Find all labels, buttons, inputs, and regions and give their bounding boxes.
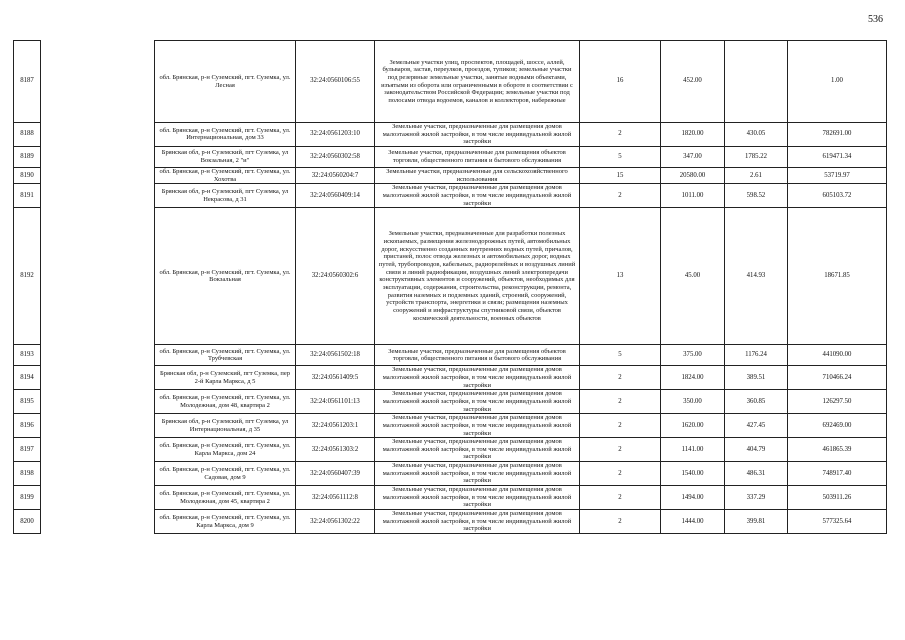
spacer xyxy=(41,438,155,462)
area-cell: 452.00 xyxy=(661,41,725,123)
land-use-cell: Земельные участки, предназначенные для размещения домов малоэтажной жилой застройки, в том числе индивидуальной жилой застройки xyxy=(375,462,580,486)
land-use-cell: Земельные участки, предназначенные для размещения объектов торговли, общественного питания и бытового обслуживания xyxy=(375,345,580,366)
cadastral-number-cell: 32:24:0560302:6 xyxy=(296,208,375,345)
table-row xyxy=(14,208,887,345)
rate-cell: 598.52 xyxy=(725,184,788,208)
row-id: 8192 xyxy=(14,208,41,345)
cadastral-number-cell: 32:24:0560204:7 xyxy=(296,167,375,183)
address-cell: обл. Брянская, р-н Суземский, пгт. Суземка, ул. Вокзальная xyxy=(155,208,296,345)
table-row xyxy=(14,345,887,366)
group-cell: 2 xyxy=(580,438,661,462)
group-cell: 2 xyxy=(580,184,661,208)
address-cell: обл. Брянская, р-н Суземский, пгт. Суземка, ул. Хохотва xyxy=(155,167,296,183)
row-id: 8194 xyxy=(14,366,41,390)
cadastral-value-cell: 577325.64 xyxy=(788,510,887,534)
row-id: 8198 xyxy=(14,462,41,486)
page-number: 536 xyxy=(868,14,883,25)
spacer xyxy=(41,146,155,167)
address-cell: Брянская обл, р-н Суземский, пгт Суземка, ул Вокзальная, 2 "и" xyxy=(155,146,296,167)
cadastral-number-cell: 32:24:0560409:14 xyxy=(296,184,375,208)
table-row xyxy=(14,414,887,438)
land-use-cell: Земельные участки, предназначенные для размещения домов малоэтажной жилой застройки, в том числе индивидуальной жилой застройки xyxy=(375,486,580,510)
row-id: 8188 xyxy=(14,123,41,147)
spacer xyxy=(41,486,155,510)
rate-cell: 1176.24 xyxy=(725,345,788,366)
group-cell: 2 xyxy=(580,390,661,414)
address-cell: обл. Брянская, р-н Суземский, пгт. Суземка, ул. Молодежная, дом 48, квартира 2 xyxy=(155,390,296,414)
address-cell: обл. Брянская, р-н Суземский, пгт. Суземка, ул. Карла Маркса, дом 24 xyxy=(155,438,296,462)
land-use-cell: Земельные участки, предназначенные для разработки полезных ископаемых, размещения железнодорожных путей, автомобильных дорог, искусственно созданных внутренних водных путей, причалов, пристаней, полос отвода железных и автомобильных дорог, водных путей, трубопроводов, кабельных, радиорелейных и воздушных линий связи и линий радиофикации, воздушных линий электропередачи конструктивных элементов и сооружений, объектов, необходимых для эксплуатации, содержания, строительства, реконструкции, ремонта, развития наземных и подземных зданий, строений, сооружений, устройств транспорта, энергетики и связи; размещения наземных сооружений и инфраструктуры спутниковой связи, объектов космической деятельности, военных объектов xyxy=(375,208,580,345)
area-cell: 347.00 xyxy=(661,146,725,167)
area-cell: 1540.00 xyxy=(661,462,725,486)
table-row xyxy=(14,41,887,123)
cadastral-number-cell: 32:24:0561502:18 xyxy=(296,345,375,366)
spacer xyxy=(41,184,155,208)
land-use-cell: Земельные участки, предназначенные для размещения домов малоэтажной жилой застройки, в том числе индивидуальной жилой застройки xyxy=(375,510,580,534)
address-cell: обл. Брянская, р-н Суземский, пгт. Суземка, ул. Интернациональная, дом 33 xyxy=(155,123,296,147)
cadastral-number-cell: 32:24:0561302:22 xyxy=(296,510,375,534)
cadastral-value-cell: 126297.50 xyxy=(788,390,887,414)
group-cell: 2 xyxy=(580,123,661,147)
spacer xyxy=(41,123,155,147)
row-id: 8195 xyxy=(14,390,41,414)
address-cell: Брянская обл, р-н Суземский, пгт Суземка, ул Некрасова, д 31 xyxy=(155,184,296,208)
cadastral-value-cell: 461865.39 xyxy=(788,438,887,462)
spacer xyxy=(41,208,155,345)
cadastral-value-cell: 605103.72 xyxy=(788,184,887,208)
rate-cell: 337.29 xyxy=(725,486,788,510)
group-cell: 16 xyxy=(580,41,661,123)
land-use-cell: Земельные участки улиц, проспектов, площадей, шоссе, аллей, бульваров, застав, переулков, проездов, тупиков; земельные участки под резервные земельные участки, занятые водными объектами, изъятыми из оборота или ограниченными в обороте в соответствии с законодательством Российской Федерации; земельные участки под полосами отвода водоемов, каналов и коллекторов, набережные xyxy=(375,41,580,123)
table-row xyxy=(14,123,887,147)
cadastral-number-cell: 32:24:0561101:13 xyxy=(296,390,375,414)
rate-cell: 486.31 xyxy=(725,462,788,486)
cadastral-value-cell: 619471.34 xyxy=(788,146,887,167)
spacer xyxy=(41,41,155,123)
address-cell: обл. Брянская, р-н Суземский, пгт. Суземка, ул. Молодежная, дом 45, квартира 2 xyxy=(155,486,296,510)
rate-cell: 1785.22 xyxy=(725,146,788,167)
cadastral-value-cell: 782691.00 xyxy=(788,123,887,147)
address-cell: обл. Брянская, р-н Суземский, пгт. Суземка, ул. Карла Маркса, дом 9 xyxy=(155,510,296,534)
row-id: 8187 xyxy=(14,41,41,123)
table-row xyxy=(14,510,887,534)
area-cell: 1824.00 xyxy=(661,366,725,390)
cadastral-number-cell: 32:24:0560407:39 xyxy=(296,462,375,486)
cadastral-value-table xyxy=(13,40,887,534)
area-cell: 1820.00 xyxy=(661,123,725,147)
row-id: 8200 xyxy=(14,510,41,534)
group-cell: 5 xyxy=(580,146,661,167)
group-cell: 2 xyxy=(580,510,661,534)
group-cell: 2 xyxy=(580,486,661,510)
address-cell: обл. Брянская, р-н Суземский, пгт. Суземка, ул. Трубчевская xyxy=(155,345,296,366)
spacer xyxy=(41,366,155,390)
rate-cell: 430.05 xyxy=(725,123,788,147)
cadastral-value-cell: 53719.97 xyxy=(788,167,887,183)
table-row xyxy=(14,462,887,486)
rate-cell: 360.85 xyxy=(725,390,788,414)
group-cell: 2 xyxy=(580,366,661,390)
land-use-cell: Земельные участки, предназначенные для размещения домов малоэтажной жилой застройки, в том числе индивидуальной жилой застройки xyxy=(375,414,580,438)
spacer xyxy=(41,345,155,366)
rate-cell: 414.93 xyxy=(725,208,788,345)
spacer xyxy=(41,414,155,438)
cadastral-value-cell: 503911.26 xyxy=(788,486,887,510)
spacer xyxy=(41,462,155,486)
area-cell: 20580.00 xyxy=(661,167,725,183)
address-cell: обл. Брянская, р-н Суземский, пгт. Суземка, ул. Садовая, дом 9 xyxy=(155,462,296,486)
area-cell: 45.00 xyxy=(661,208,725,345)
area-cell: 375.00 xyxy=(661,345,725,366)
area-cell: 1444.00 xyxy=(661,510,725,534)
land-use-cell: Земельные участки, предназначенные для размещения домов малоэтажной жилой застройки, в том числе индивидуальной жилой застройки xyxy=(375,438,580,462)
table-row xyxy=(14,390,887,414)
land-use-cell: Земельные участки, предназначенные для размещения объектов торговли, общественного питания и бытового обслуживания xyxy=(375,146,580,167)
rate-cell xyxy=(725,41,788,123)
area-cell: 1141.00 xyxy=(661,438,725,462)
area-cell: 1011.00 xyxy=(661,184,725,208)
table-row xyxy=(14,167,887,183)
spacer xyxy=(41,510,155,534)
row-id: 8189 xyxy=(14,146,41,167)
cadastral-value-cell: 1.00 xyxy=(788,41,887,123)
cadastral-number-cell: 32:24:0561112:8 xyxy=(296,486,375,510)
cadastral-number-cell: 32:24:0561303:2 xyxy=(296,438,375,462)
row-id: 8197 xyxy=(14,438,41,462)
address-cell: Брянская обл, р-н Суземский, пгт Суземка, ул Интернациональная, д 35 xyxy=(155,414,296,438)
cadastral-value-cell: 441090.00 xyxy=(788,345,887,366)
rate-cell: 2.61 xyxy=(725,167,788,183)
cadastral-number-cell: 32:24:0561203:1 xyxy=(296,414,375,438)
area-cell: 1494.00 xyxy=(661,486,725,510)
land-use-cell: Земельные участки, предназначенные для размещения домов малоэтажной жилой застройки, в том числе индивидуальной жилой застройки xyxy=(375,366,580,390)
cadastral-value-cell: 18671.85 xyxy=(788,208,887,345)
rate-cell: 404.79 xyxy=(725,438,788,462)
area-cell: 1620.00 xyxy=(661,414,725,438)
cadastral-number-cell: 32:24:0561203:10 xyxy=(296,123,375,147)
group-cell: 5 xyxy=(580,345,661,366)
land-use-cell: Земельные участки, предназначенные для размещения домов малоэтажной жилой застройки, в том числе индивидуальной жилой застройки xyxy=(375,123,580,147)
address-cell: обл. Брянская, р-н Суземский, пгт. Суземка, ул. Лесная xyxy=(155,41,296,123)
row-id: 8196 xyxy=(14,414,41,438)
area-cell: 350.00 xyxy=(661,390,725,414)
cadastral-value-cell: 692469.00 xyxy=(788,414,887,438)
table-row xyxy=(14,438,887,462)
cadastral-number-cell: 32:24:0560302:58 xyxy=(296,146,375,167)
table-row xyxy=(14,146,887,167)
row-id: 8190 xyxy=(14,167,41,183)
rate-cell: 389.51 xyxy=(725,366,788,390)
group-cell: 2 xyxy=(580,414,661,438)
rate-cell: 427.45 xyxy=(725,414,788,438)
rate-cell: 399.81 xyxy=(725,510,788,534)
spacer xyxy=(41,390,155,414)
table-row xyxy=(14,366,887,390)
spacer xyxy=(41,167,155,183)
group-cell: 13 xyxy=(580,208,661,345)
cadastral-value-cell: 710466.24 xyxy=(788,366,887,390)
address-cell: Брянская обл, р-н Суземский, пгт Суземка, пер 2-й Карла Маркса, д 5 xyxy=(155,366,296,390)
group-cell: 15 xyxy=(580,167,661,183)
land-use-cell: Земельные участки, предназначенные для размещения домов малоэтажной жилой застройки, в том числе индивидуальной жилой застройки xyxy=(375,390,580,414)
row-id: 8193 xyxy=(14,345,41,366)
land-use-cell: Земельные участки, предназначенные для размещения домов малоэтажной жилой застройки, в том числе индивидуальной жилой застройки xyxy=(375,184,580,208)
row-id: 8199 xyxy=(14,486,41,510)
table-row xyxy=(14,486,887,510)
cadastral-value-cell: 748917.40 xyxy=(788,462,887,486)
group-cell: 2 xyxy=(580,462,661,486)
cadastral-number-cell: 32:24:0561409:5 xyxy=(296,366,375,390)
row-id: 8191 xyxy=(14,184,41,208)
table-row xyxy=(14,184,887,208)
cadastral-number-cell: 32:24:0560106:55 xyxy=(296,41,375,123)
land-use-cell: Земельные участки, предназначенные для сельскохозяйственного использования xyxy=(375,167,580,183)
